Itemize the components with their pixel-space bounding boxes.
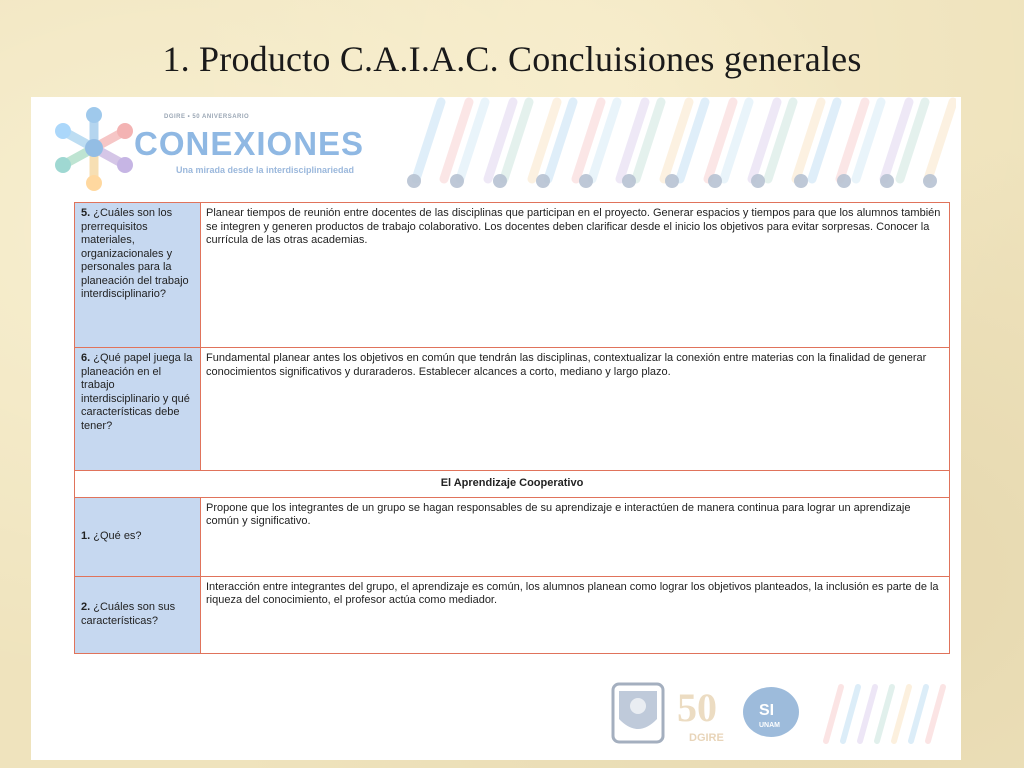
section-title: El Aprendizaje Cooperativo	[75, 471, 950, 498]
question-number: 1.	[81, 529, 91, 542]
si-text: SI	[759, 702, 775, 719]
question-text: ¿Qué es?	[93, 529, 142, 542]
answer-cell: Propone que los integrantes de un grupo se hagan responsables de su aprendizaje e interactúen de manera continua para lograr un aprendizaje común y significativo.	[201, 497, 950, 576]
question-text: ¿Cuáles son sus características?	[81, 601, 176, 627]
svg-text:50: 50	[677, 685, 717, 730]
slide-title: 1. Producto C.A.I.A.C. Concluisiones generales	[162, 39, 862, 79]
si-sub-text: UNAM	[759, 722, 780, 729]
footer-logos	[611, 679, 951, 749]
question-text: ¿Cuáles son los prerrequisitos materiales, organizacionales y personales para la planeación del trabajo interdisciplinario?	[81, 207, 189, 300]
footer-stripes-icon	[826, 687, 943, 741]
answer-cell: Interacción entre integrantes del grupo, el aprendizaje es común, los alumnos planean como lograr los objetivos planteados, la inclusión es parte de la riqueza del conocimiento, el profesor actúa como mediador.	[201, 576, 950, 653]
answer-cell: Fundamental planear antes los objetivos en común que tendrán las disciplinas, contextualizar la conexión entre materias con la finalidad de generar conocimientos significativos y duraraderos. Establecer alcances a corto, mediano y largo plazo.	[201, 348, 950, 471]
conclusions-table	[74, 202, 950, 654]
question-cell	[75, 497, 201, 576]
table-row	[75, 348, 950, 471]
question-cell	[75, 203, 201, 348]
dgire-50-logo-icon	[677, 685, 724, 744]
brand-tagline: Una mirada desde la interdisciplinariedad	[176, 165, 355, 175]
table-row	[75, 203, 950, 348]
document-page	[31, 97, 961, 760]
unam-seal-icon	[613, 684, 663, 742]
conexiones-logo-icon	[49, 103, 139, 193]
question-cell	[75, 348, 201, 471]
brand-small-text: DGIRE • 50 ANIVERSARIO	[164, 114, 250, 120]
decorative-stripes-icon	[396, 97, 956, 197]
question-number: 6.	[81, 352, 91, 364]
table-row	[75, 497, 950, 576]
question-cell	[75, 576, 201, 653]
section-header-row	[75, 471, 950, 498]
answer-cell: Planear tiempos de reunión entre docentes de las disciplinas que participan en el proyecto. Generar espacios y tiempos para que los alumnos también se integren y generen productos de trabajo colaborativo. Los docentes deben clarificar desde el inicio los objetivos para evitar sorpresas. Conocer la currícula de las otras academias.	[201, 203, 950, 348]
brand-title: CONEXIONES	[134, 125, 365, 162]
si-unam-logo-icon	[743, 687, 799, 737]
table-row	[75, 576, 950, 653]
dgire-text: DGIRE	[689, 732, 724, 744]
question-number: 5.	[81, 207, 91, 219]
question-number: 2.	[81, 601, 91, 613]
question-text: ¿Qué papel juega la planeación en el trabajo interdisciplinario y qué características debe tener?	[81, 352, 193, 432]
